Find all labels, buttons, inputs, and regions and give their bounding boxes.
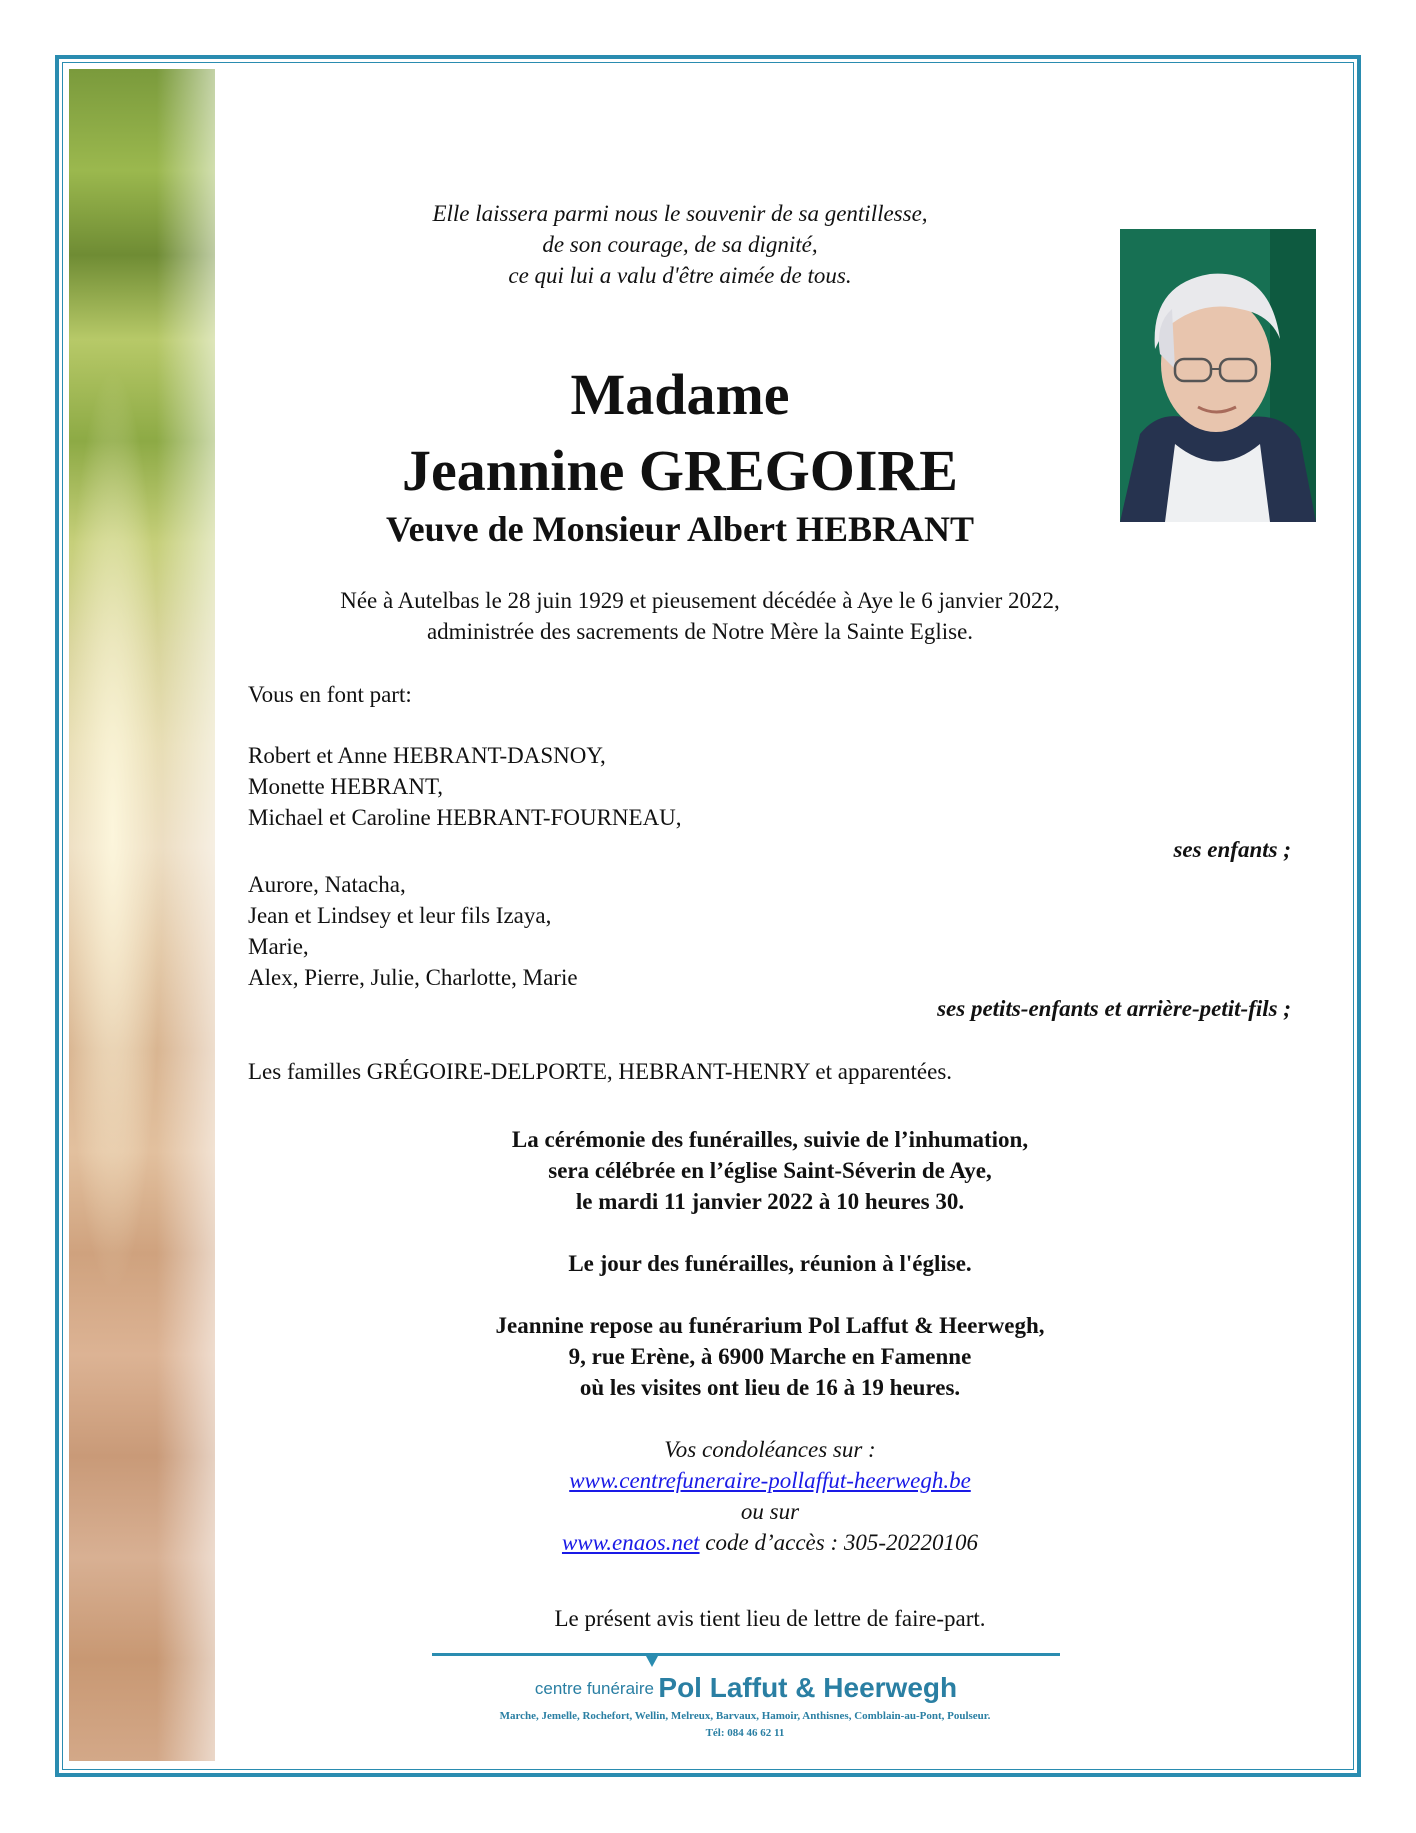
children-list <box>248 740 1298 833</box>
footer-phone: Tél: 084 46 62 11 <box>705 1727 785 1739</box>
condolences-intro: Vos condoléances sur : <box>664 1437 876 1462</box>
list-item: Jean et Lindsey et leur fils Izaya, <box>248 903 552 928</box>
list-item: Marie, <box>248 934 309 959</box>
grandchildren-list <box>248 869 1298 993</box>
ceremony-info <box>300 1124 1240 1217</box>
epigraph-line: de son courage, de sa dignité, <box>542 232 818 257</box>
ceremony-line: sera célébrée en l’église Saint-Séverin de Aye, <box>548 1158 992 1183</box>
condolences-link-funeral-center[interactable]: www.centrefuneraire-pollaffut-heerwegh.be <box>569 1468 971 1493</box>
logo-big-text: Pol Laffut & Heerwegh <box>658 1672 958 1703</box>
condolences-or: ou sur <box>740 1499 800 1524</box>
birth-line: Née à Autelbas le 28 juin 1929 et pieusement décédée à Aye le 6 janvier 2022, <box>340 588 1060 613</box>
widow-line: Veuve de Monsieur Albert HEBRANT <box>385 509 975 549</box>
rest-line: 9, rue Erène, à 6900 Marche en Famenne <box>568 1344 972 1369</box>
condolences-link-enaos[interactable]: www.enaos.net <box>561 1530 700 1555</box>
access-code: code d’accès : 305-20220106 <box>699 1530 979 1555</box>
rest-info <box>300 1310 1240 1403</box>
rest-line: où les visites ont lieu de 16 à 19 heures. <box>579 1375 961 1400</box>
footer-divider <box>432 1653 1060 1656</box>
footer-arrow-icon <box>646 1656 658 1667</box>
condolences <box>300 1434 1240 1558</box>
footer-towns: Marche, Jemelle, Rochefort, Wellin, Melreux, Barvaux, Hamoir, Anthisnes, Comblain-au-Pont, Poulseur. <box>499 1710 991 1722</box>
ceremony-line: La cérémonie des funérailles, suivie de l’inhumation, <box>511 1127 1029 1152</box>
list-item: Michael et Caroline HEBRANT-FOURNEAU, <box>248 805 682 830</box>
grandchildren-label: ses petits-enfants et arrière-petit-fils ; <box>937 996 1291 1021</box>
notice-line: Le présent avis tient lieu de lettre de faire-part. <box>554 1606 986 1631</box>
epigraph-line: ce qui lui a valu d'être aimée de tous. <box>508 263 852 288</box>
epigraph <box>300 198 1060 291</box>
families-line: Les familles GRÉGOIRE-DELPORTE, HEBRANT-HENRY et apparentées. <box>248 1059 953 1084</box>
birth-line: administrée des sacrements de Notre Mère la Sainte Eglise. <box>426 619 974 644</box>
children-label: ses enfants ; <box>1173 837 1291 862</box>
epigraph-line: Elle laissera parmi nous le souvenir de sa gentillesse, <box>432 201 928 226</box>
deceased-name: Jeannine GREGOIRE <box>402 438 958 503</box>
forest-path-image <box>69 69 215 1761</box>
list-item: Monette HEBRANT, <box>248 774 444 799</box>
title-salutation: Madame <box>570 362 790 427</box>
intro-text: Vous en font part: <box>248 682 412 707</box>
funeral-center-logo <box>432 1672 1060 1704</box>
birth-death-info <box>200 585 1200 647</box>
portrait-photo <box>1120 229 1316 522</box>
meeting-info: Le jour des funérailles, réunion à l'église. <box>568 1251 972 1276</box>
list-item: Aurore, Natacha, <box>248 872 406 897</box>
ceremony-line: le mardi 11 janvier 2022 à 10 heures 30. <box>575 1189 965 1214</box>
logo-small-text: centre funéraire <box>534 1679 654 1698</box>
rest-line: Jeannine repose au funérarium Pol Laffut & Heerwegh, <box>495 1313 1045 1338</box>
list-item: Alex, Pierre, Julie, Charlotte, Marie <box>248 965 578 990</box>
list-item: Robert et Anne HEBRANT-DASNOY, <box>248 743 606 768</box>
